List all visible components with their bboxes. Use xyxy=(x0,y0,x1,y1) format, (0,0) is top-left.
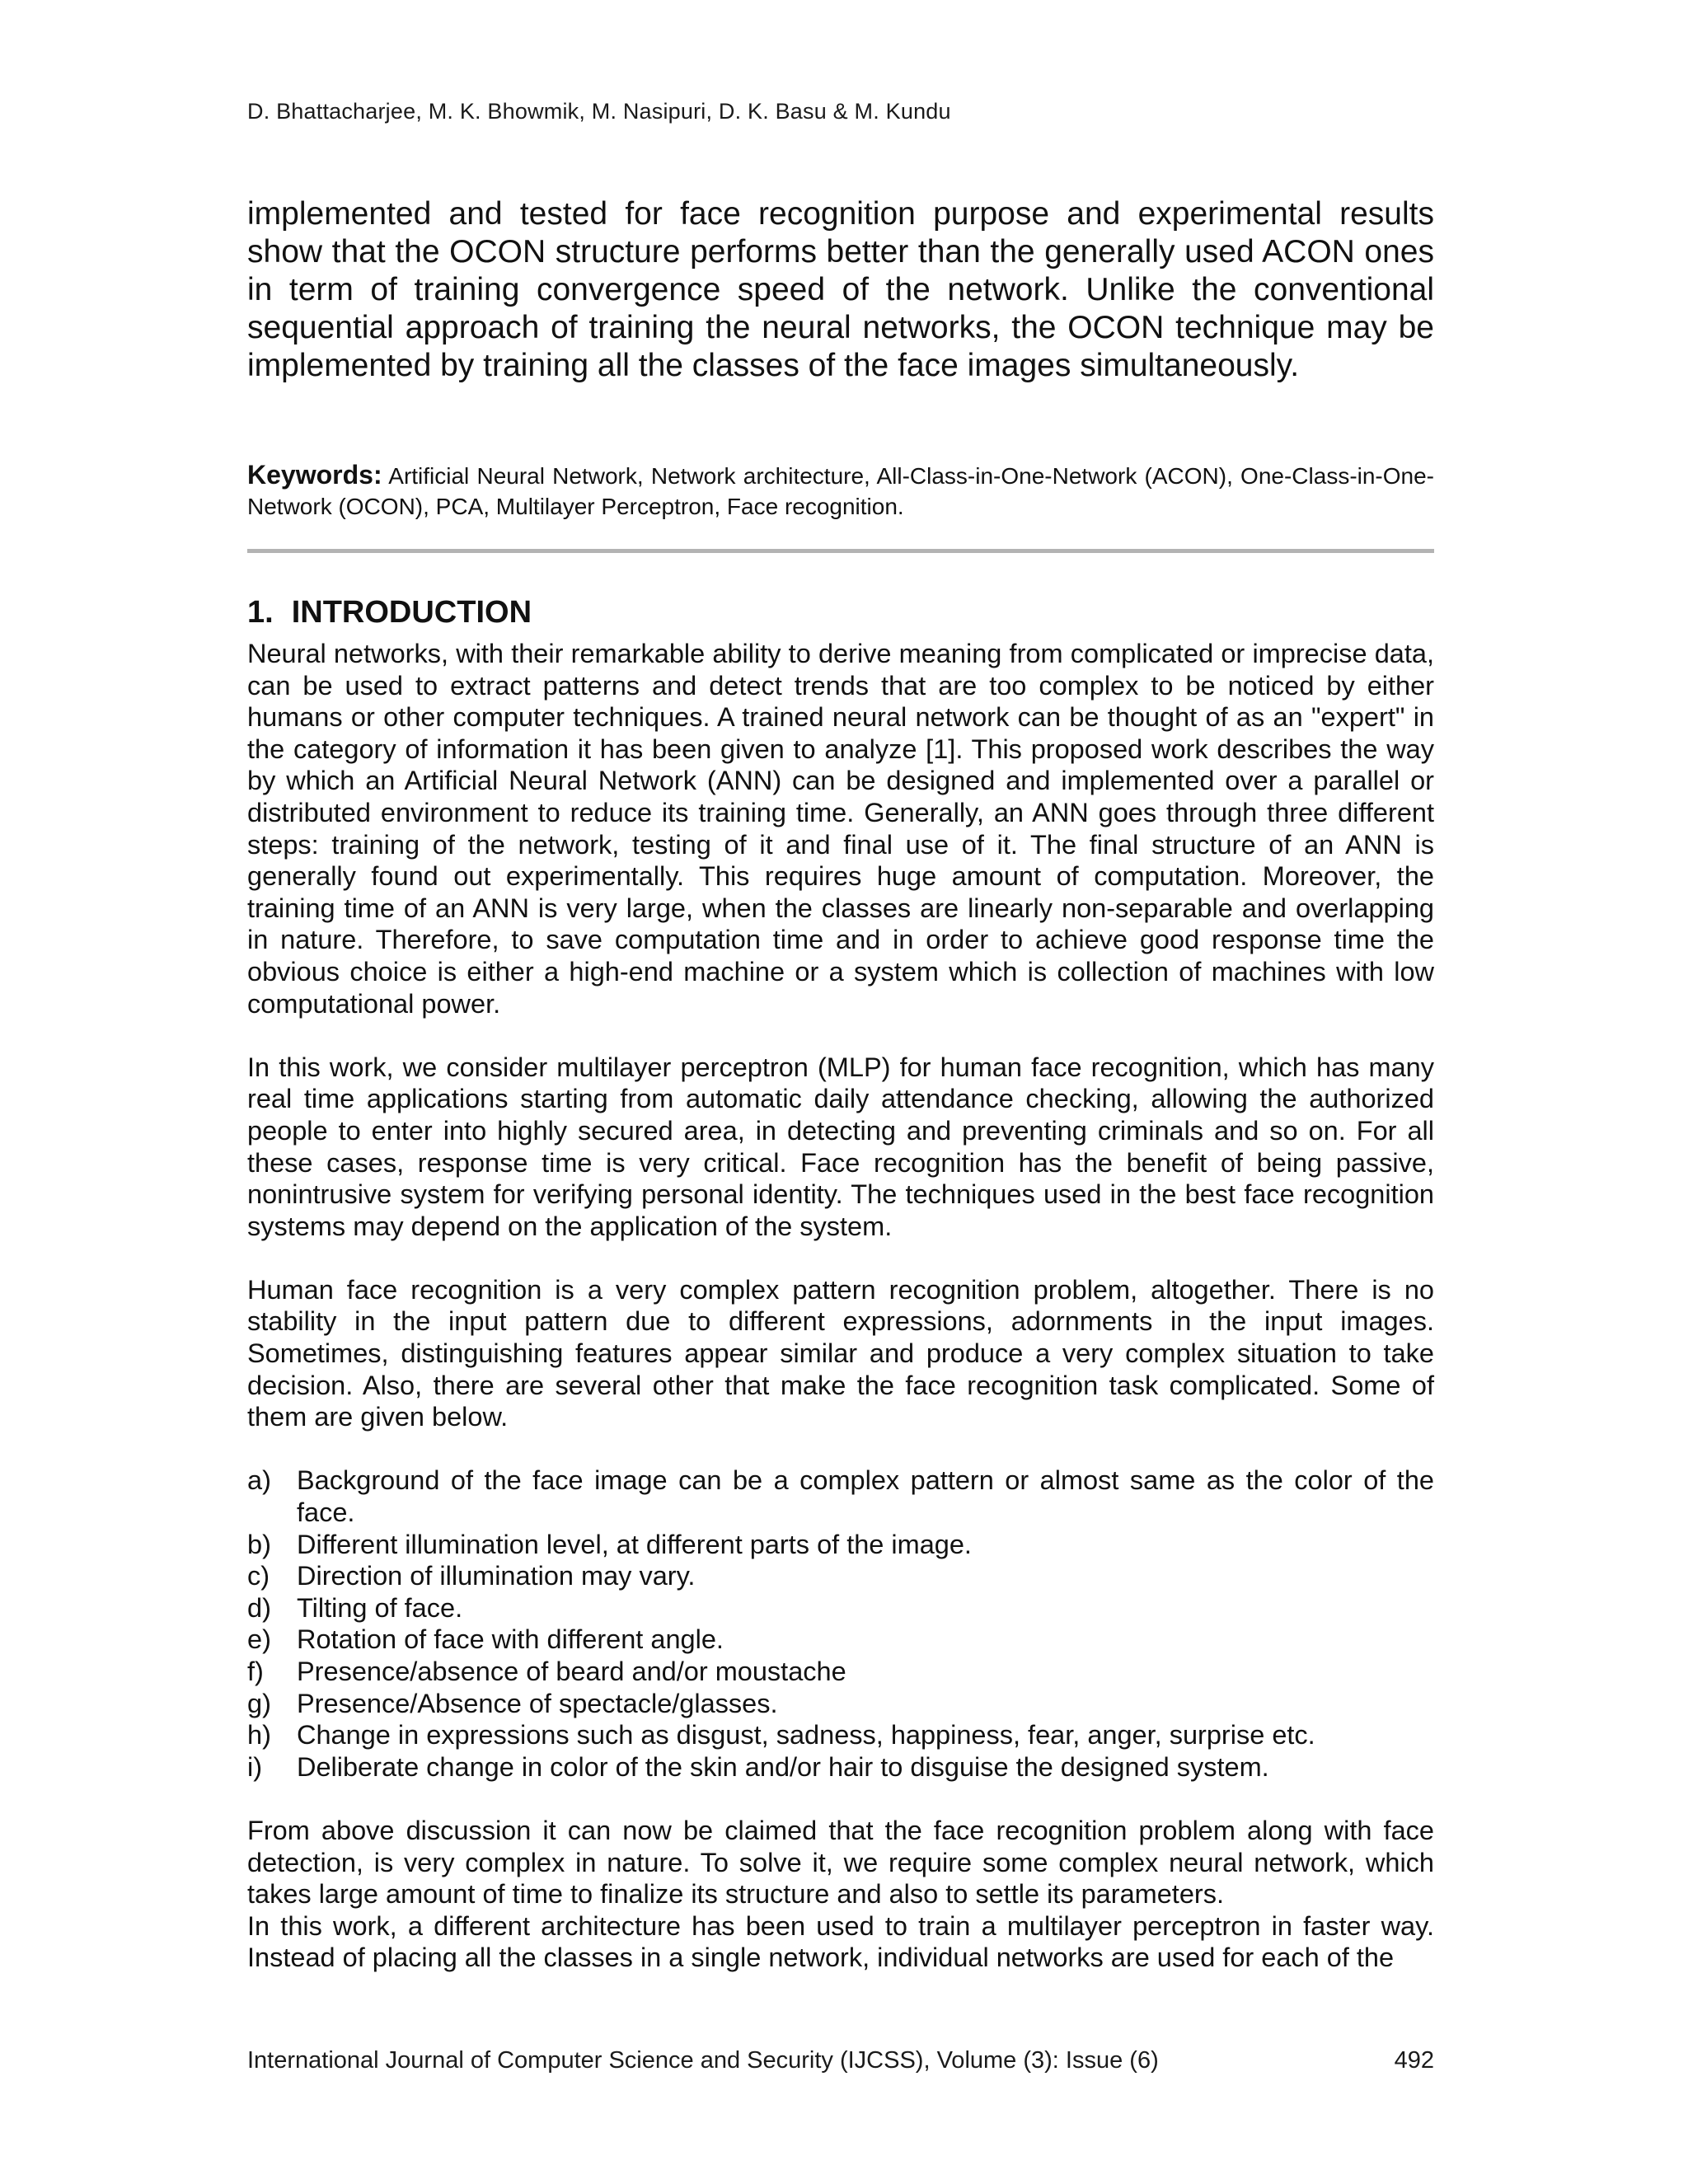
paragraph: From above discussion it can now be claimed that the face recognition problem along with face detection, is very complex in nature. To solve it, we require some complex neural network, which takes large amount of time to finalize its structure and also to settle its parameters. xyxy=(247,1815,1434,1910)
list-item xyxy=(247,1688,1434,1720)
list-marker: d) xyxy=(247,1592,271,1623)
list-marker: a) xyxy=(247,1465,271,1496)
body-text xyxy=(247,638,1434,1974)
list-item xyxy=(247,1624,1434,1656)
list-item-text: Presence/absence of beard and/or moustache xyxy=(297,1657,846,1686)
list-item-text: Tilting of face. xyxy=(297,1592,463,1623)
list-marker: i) xyxy=(247,1751,263,1782)
paragraph: Human face recognition is a very complex pattern recognition problem, altogether. There is no stability in the input pattern due to different expressions, adornments in the input images. Sometimes, distinguishing features appear similar and produce a very complex situation to take decision. Also, there are several other that make the face recognition task complicated. Some of them are given below. xyxy=(247,1274,1434,1432)
list-item xyxy=(247,1592,1434,1624)
keywords-text: Artificial Neural Network, Network architecture, All-Class-in-One-Network (ACON), One-Class-in-One-Network (OCON), PCA, Multilayer Perceptron, Face recognition. xyxy=(247,463,1435,519)
list-marker: b) xyxy=(247,1529,271,1559)
list-marker: g) xyxy=(247,1688,271,1718)
footer-journal: International Journal of Computer Science and Security (IJCSS), Volume (3): Issue (6) xyxy=(247,2047,1159,2074)
section-heading xyxy=(247,593,532,631)
section-number: 1. xyxy=(247,595,274,630)
list-item-text: Rotation of face with different angle. xyxy=(297,1624,724,1655)
running-header-authors: D. Bhattacharjee, M. K. Bhowmik, M. Nasipuri, D. K. Basu & M. Kundu xyxy=(247,99,951,124)
list-item xyxy=(247,1751,1434,1783)
list-item-text: Presence/Absence of spectacle/glasses. xyxy=(297,1688,778,1718)
list-item xyxy=(247,1465,1434,1528)
list-item-text: Deliberate change in color of the skin and/or hair to disguise the designed system. xyxy=(297,1751,1269,1782)
keywords-label: Keywords: xyxy=(247,460,382,490)
list-marker: h) xyxy=(247,1720,271,1750)
paragraph: In this work, a different architecture has been used to train a multilayer perceptron in faster way. Instead of placing all the classes in a single network, individual networks are used for each of the xyxy=(247,1910,1434,1973)
list-item-text: Background of the face image can be a complex pattern or almost same as the color of the face. xyxy=(297,1465,1434,1528)
keywords-block xyxy=(247,460,1434,522)
section-divider xyxy=(247,549,1434,553)
list-item xyxy=(247,1560,1434,1592)
list-item xyxy=(247,1719,1434,1751)
list-item-text: Change in expressions such as disgust, sadness, happiness, fear, anger, surprise etc. xyxy=(297,1720,1315,1750)
list-item xyxy=(247,1656,1434,1688)
list-marker: f) xyxy=(247,1657,264,1686)
complications-list xyxy=(247,1465,1434,1783)
paragraph: Neural networks, with their remarkable ability to derive meaning from complicated or imprecise data, can be used to extract patterns and detect trends that are too complex to be noticed by either humans or other computer techniques. A trained neural network can be thought of as an "expert" in the category of information it has been given to analyze [1]. This proposed work describes the way by which an Artificial Neural Network (ANN) can be designed and implemented over a parallel or distributed environment to reduce its training time. Generally, an ANN goes through three different steps: training of the network, testing of it and final use of it. The final structure of an ANN is generally found out experimentally. This requires huge amount of computation. Moreover, the training time of an ANN is very large, when the classes are linearly non-separable and overlapping in nature. Therefore, to save computation time and in order to achieve good response time the obvious choice is either a high-end machine or a system which is collection of machines with low computational power. xyxy=(247,639,1434,1019)
abstract-continuation: implemented and tested for face recognition purpose and experimental results show that the OCON structure performs better than the generally used ACON ones in term of training convergence speed of the network. Unlike the conventional sequential approach of training the neural networks, the OCON technique may be implemented by training all the classes of the face images simultaneously. xyxy=(247,196,1434,383)
section-title: INTRODUCTION xyxy=(291,595,532,630)
list-item xyxy=(247,1529,1434,1561)
footer-page-number: 492 xyxy=(1394,2047,1434,2074)
paragraph: In this work, we consider multilayer perceptron (MLP) for human face recognition, which has many real time applications starting from automatic daily attendance checking, allowing the authorized people to enter into highly secured area, in detecting and preventing criminals and so on. For all these cases, response time is very critical. Face recognition has the benefit of being passive, nonintrusive system for verifying personal identity. The techniques used in the best face recognition systems may depend on the application of the system. xyxy=(247,1052,1434,1241)
list-item-text: Different illumination level, at different parts of the image. xyxy=(297,1529,972,1559)
list-marker: e) xyxy=(247,1624,271,1655)
list-marker: c) xyxy=(247,1561,270,1591)
list-item-text: Direction of illumination may vary. xyxy=(297,1561,696,1591)
